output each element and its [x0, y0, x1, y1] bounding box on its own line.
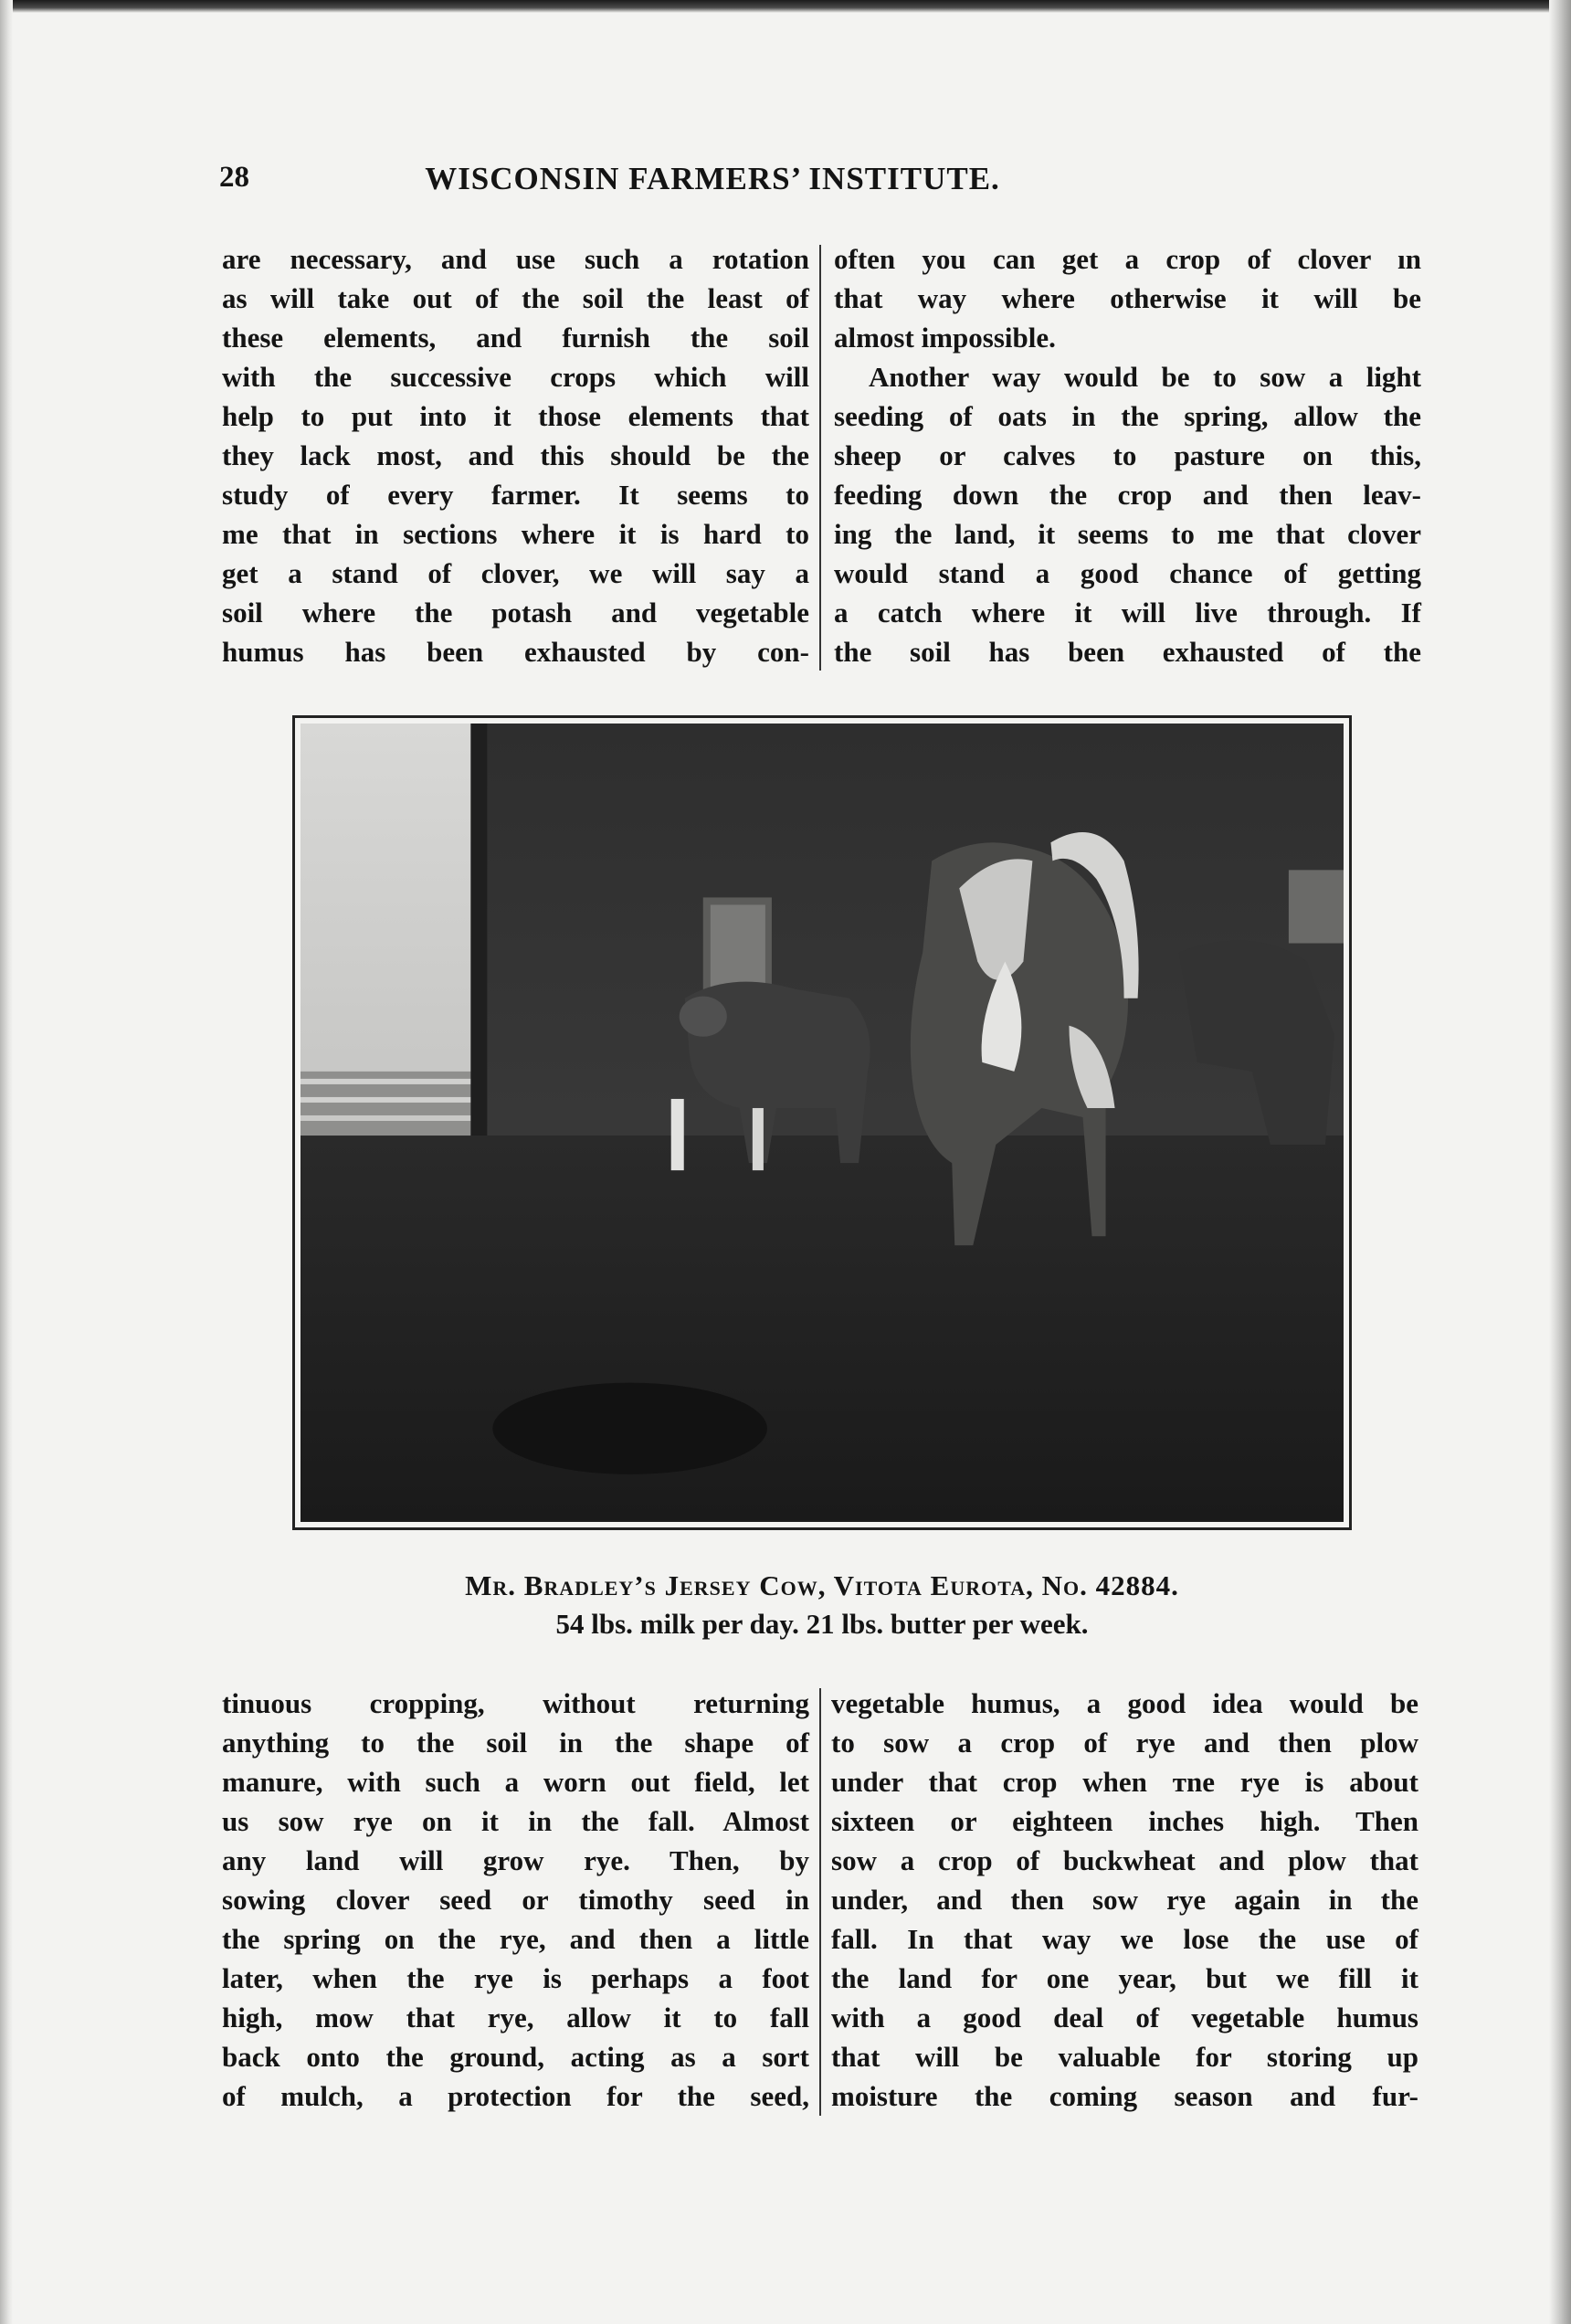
text-line: these elements, and furnish the soil [222, 322, 809, 354]
text-line: sheep or calves to pasture on this, [834, 439, 1421, 471]
text-line: vegetable humus, a good idea would be [831, 1687, 1418, 1719]
text-line: the soil has been exhausted of the [834, 636, 1421, 668]
text-line: high, mow that rye, allow it to fall [222, 2002, 809, 2034]
text-line: study of every farmer. It seems to [222, 479, 809, 511]
text-line: fall. In that way we lose the use of [831, 1923, 1418, 1955]
text-line: the land for one year, but we fill it [831, 1962, 1418, 1994]
text-line: to sow a crop of rye and then plow [831, 1727, 1418, 1759]
top-right-column [834, 239, 1421, 671]
text-line: often you can get a crop of clover ın [834, 243, 1421, 275]
text-line: under that crop when ᴛne rye is about [831, 1766, 1418, 1798]
text-line: ing the land, it seems to me that clover [834, 518, 1421, 550]
text-line: sixteen or eighteen inches high. Then [831, 1805, 1418, 1837]
text-line: Another way would be to sow a light [869, 361, 1421, 393]
text-line: would stand a good chance of getting [834, 557, 1421, 589]
text-line: as will take out of the soil the least of [222, 282, 809, 314]
text-line: us sow rye on it in the fall. Almost [222, 1805, 809, 1837]
text-line: with the successive crops which will [222, 361, 809, 393]
page-number: 28 [219, 161, 249, 194]
ground [300, 1136, 1344, 1522]
scan-right-edge [1549, 0, 1571, 2324]
bottom-left-column [222, 1684, 809, 2116]
column-divider-bottom [819, 1688, 821, 2116]
text-line: sow a crop of buckwheat and plow that [831, 1844, 1418, 1876]
text-line: tinuous cropping, without returning [222, 1687, 809, 1719]
text-line: me that in sections where it is hard to [222, 518, 809, 550]
scan-left-edge [0, 0, 13, 2324]
text-line: later, when the rye is perhaps a foot [222, 1962, 809, 1994]
photo-frame [292, 715, 1352, 1530]
text-line: that way where otherwise it will be [834, 282, 1421, 314]
text-line: seeding of oats in the spring, allow the [834, 400, 1421, 432]
bottom-right-column [831, 1684, 1418, 2116]
text-line: moisture the coming season and fur- [831, 2080, 1418, 2112]
text-line: that will be valuable for storing up [831, 2041, 1418, 2073]
running-head: WISCONSIN FARMERS’ INSTITUTE. [425, 161, 1000, 196]
text-line: are necessary, and use such a rotation [222, 243, 809, 275]
text-line: feeding down the crop and then leav- [834, 479, 1421, 511]
text-line: with a good deal of vegetable humus [831, 2002, 1418, 2034]
text-line: almost impossible. [834, 322, 1056, 354]
text-line: anything to the soil in the shape of [222, 1727, 809, 1759]
text-line: humus has been exhausted by con- [222, 636, 809, 668]
figure-caption-title: Mr. Bradley’s Jersey Cow, Vitota Eurota, No. 42884. [465, 1569, 1179, 1601]
figure-caption-subtitle: 54 lbs. milk per day. 21 lbs. butter per week. [555, 1608, 1089, 1640]
text-line: any land will grow rye. Then, by [222, 1844, 809, 1876]
text-line: manure, with such a worn out field, let [222, 1766, 809, 1798]
text-line: help to put into it those elements that [222, 400, 809, 432]
text-line: a catch where it will live through. If [834, 597, 1421, 629]
top-left-column [222, 239, 809, 671]
page-header [219, 161, 1133, 206]
text-line: of mulch, a protection for the seed, [222, 2080, 809, 2112]
column-divider-top [819, 245, 821, 671]
text-line: under, and then sow rye again in the [831, 1884, 1418, 1916]
text-line: they lack most, and this should be the [222, 439, 809, 471]
text-line: back onto the ground, acting as a sort [222, 2041, 809, 2073]
text-line: sowing clover seed or timothy seed in [222, 1884, 809, 1916]
text-line: the spring on the rye, and then a little [222, 1923, 809, 1955]
text-line: get a stand of clover, we will say a [222, 557, 809, 589]
cow-photograph [300, 724, 1344, 1522]
scan-top-edge [0, 0, 1571, 13]
text-line: soil where the potash and vegetable [222, 597, 809, 629]
